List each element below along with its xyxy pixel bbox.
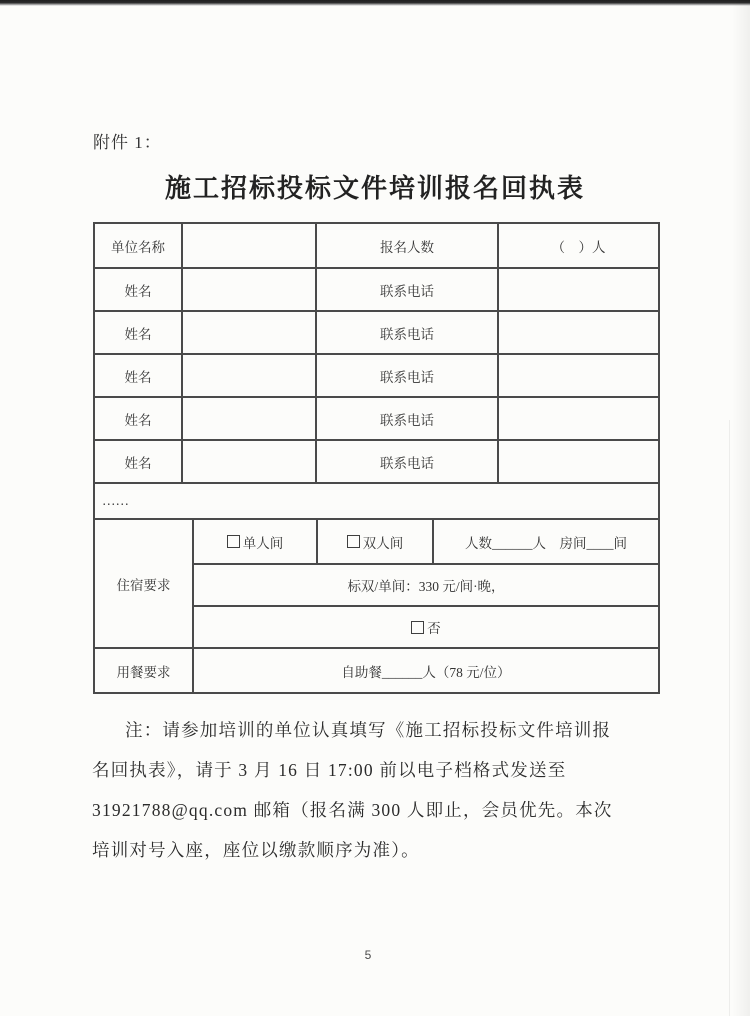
no-checkbox-icon	[411, 621, 424, 634]
single-room-label: 单人间	[242, 535, 284, 551]
unit-name-label: 单位名称	[95, 224, 183, 267]
registration-count-value-cell: （ ）人	[551, 239, 606, 255]
name-value-cell	[183, 355, 317, 396]
single-room-option	[194, 520, 318, 563]
lodging-no-row	[194, 607, 658, 647]
single-room-checkbox-icon	[227, 535, 240, 548]
registration-count-label: 报名人数	[317, 224, 499, 267]
phone-label: 联系电话	[317, 398, 499, 439]
name-label: 姓名	[95, 441, 183, 482]
registration-table	[93, 222, 660, 694]
name-value-cell	[183, 312, 317, 353]
scan-edge-artifact-right	[732, 0, 750, 1016]
double-room-checkbox-icon	[347, 535, 360, 548]
name-value-cell	[183, 441, 317, 482]
lodging-requirement-label: 住宿要求	[95, 520, 194, 647]
name-value-cell	[183, 269, 317, 310]
table-row-unit	[95, 224, 658, 269]
lodging-price-cell: 标双/单间：330 元/间·晚，	[347, 579, 505, 594]
name-value-cell	[183, 398, 317, 439]
name-label: 姓名	[95, 269, 183, 310]
lodging-room-type-row	[194, 520, 658, 565]
name-label: 姓名	[95, 355, 183, 396]
ellipsis-cell: ……	[102, 493, 129, 508]
meal-requirement-label: 用餐要求	[95, 649, 194, 692]
double-room-label: 双人间	[362, 535, 404, 551]
name-label: 姓名	[95, 398, 183, 439]
phone-value-cell	[499, 355, 658, 396]
double-room-option	[318, 520, 434, 563]
name-label: 姓名	[95, 312, 183, 353]
scan-edge-artifact-top	[0, 0, 750, 6]
lodging-counts-cell: 人数______人 房间____间	[465, 535, 627, 551]
phone-value-cell	[499, 269, 658, 310]
table-row-meal	[95, 649, 658, 692]
lodging-options-area	[194, 520, 658, 647]
phone-label: 联系电话	[317, 355, 499, 396]
meal-value-cell: 自助餐______人（78 元/位）	[341, 664, 511, 680]
page-title: 施工招标投标文件培训报名回执表	[164, 173, 585, 203]
attachment-label: 附件 1：	[93, 133, 162, 152]
phone-value-cell	[499, 441, 658, 482]
table-row-name	[95, 312, 658, 355]
phone-label: 联系电话	[317, 269, 499, 310]
phone-value-cell	[499, 398, 658, 439]
note-line-2: 名回执表》，请于 3 月 16 日 17:00 前以电子档格式发送至	[92, 760, 567, 780]
note-line-4: 培训对号入座，座位以缴款顺序为准）。	[92, 840, 420, 860]
note-line-3: 31921788@qq.com 邮箱（报名满 300 人即止，会员优先。本次	[92, 800, 613, 820]
phone-label: 联系电话	[317, 441, 499, 482]
table-row-name	[95, 269, 658, 312]
table-row-lodging	[95, 520, 658, 649]
unit-name-value-cell	[183, 224, 317, 267]
scan-line-artifact	[729, 420, 730, 1016]
phone-value-cell	[499, 312, 658, 353]
no-option-label: 否	[427, 621, 441, 636]
page-number: 5	[364, 948, 372, 962]
note-line-1: 注：请参加培训的单位认真填写《施工招标投标文件培训报	[125, 720, 612, 740]
table-row-name	[95, 441, 658, 484]
lodging-no-option	[194, 607, 658, 647]
table-row-ellipsis	[95, 484, 658, 520]
phone-label: 联系电话	[317, 312, 499, 353]
table-row-name	[95, 355, 658, 398]
table-row-name	[95, 398, 658, 441]
note-paragraph	[92, 710, 654, 870]
lodging-price-row	[194, 565, 658, 607]
